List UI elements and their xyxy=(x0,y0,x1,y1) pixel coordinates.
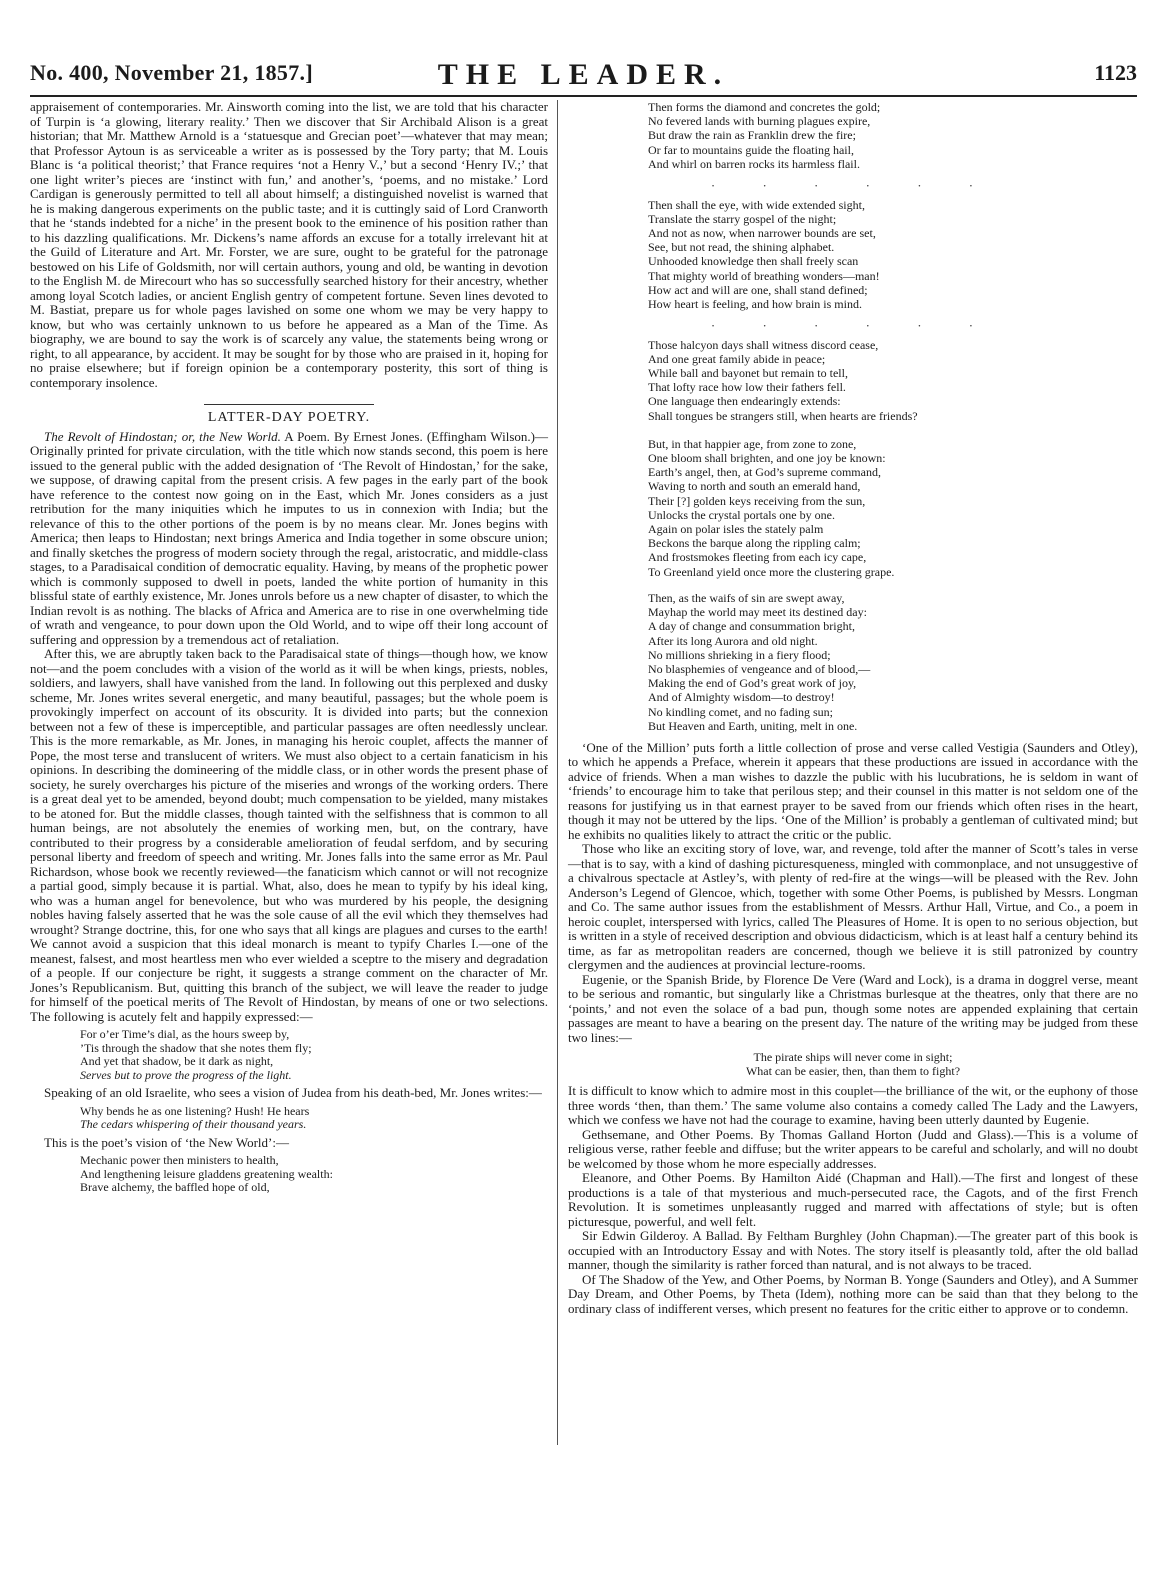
verse-line: Mechanic power then ministers to health, xyxy=(80,1153,279,1167)
verse-line: The pirate ships will never come in sight; xyxy=(753,1050,953,1065)
verse-line: See, but not read, the shining alphabet. xyxy=(648,240,835,255)
newspaper-title: THE LEADER. xyxy=(437,58,730,91)
section-heading: LATTER-DAY POETRY. xyxy=(207,410,371,425)
verse-line: Why bends he as one listening? Hush! He hears xyxy=(80,1103,310,1118)
verse-stanza xyxy=(648,591,1138,733)
stanza-break: · · · · · · xyxy=(710,318,996,334)
verse-line: Serves but to prove the progress of the light. xyxy=(80,1067,292,1082)
verse-line: Earth’s angel, then, at God’s supreme command, xyxy=(648,465,881,480)
stanza-break: · · · · · · xyxy=(710,178,996,194)
verse-line: Shall tongues be strangers still, when hearts are friends? xyxy=(648,408,918,423)
verse-line: One bloom shall brighten, and one joy be known: xyxy=(648,451,886,466)
verse-line: Again on polar isles the stately palm xyxy=(648,522,824,537)
paragraph: Sir Edwin Gilderoy. A Ballad. By Feltham Burghley (John Chapman).—The greater part of this book is occupied with an Introductory Essay and with Notes. The story itself is pleasantly told, after the old ballad manner, though the similarity is rather forced than natural, and is not always to be traced. xyxy=(568,1228,1138,1273)
left-column xyxy=(30,100,548,1199)
verse-line: One language then endearingly extends: xyxy=(648,394,841,409)
verse-stanza xyxy=(648,437,1138,579)
book-title: The Revolt of Hindostan; or, the New World. xyxy=(44,428,281,444)
verse-line: But, in that happier age, from zone to zone, xyxy=(648,436,857,451)
verse-line: What can be easier, then, than them to fight? xyxy=(745,1063,961,1078)
verse-line: Or far to mountains guide the floating hail, xyxy=(648,142,854,157)
verse-line: And whirl on barren rocks its harmless flail. xyxy=(648,156,860,171)
verse-line: A day of change and consummation bright, xyxy=(648,619,855,634)
paragraph: ‘One of the Million’ puts forth a little collection of prose and verse called Vestigia (Saunders and Otley), to which he appends a Preface, wherein it appears that these productions are issued in accordance with the advice of friends. When a man wishes to dazzle the public with his lucubrations, he is seldom in want of ‘friends’ to encourage him to take that perilous step; and their counsel in this matter is not seldom one of the reasons for justifying us in that earnest prayer to be saved from our friends which often rises in the heart, though it may not be uttered by the lips. ‘One of the Million’ is probably a gentleman of cultivated mind; but he exhibits no qualities likely to attract the critic or the public. xyxy=(568,739,1138,842)
verse-line: And frostsmokes fleeting from each icy cape, xyxy=(648,550,867,565)
paragraph: Eleanore, and Other Poems. By Hamilton Aidé (Chapman and Hall).—The first and longest of these productions is a tale of that mysterious and much-persecuted race, the Cagots, and of the first French Revolution. It is sometimes unpleasantly rugged and marred with affectations of style; but is often picturesque, powerful, and well felt. xyxy=(568,1170,1138,1229)
verse-line: Unlocks the crystal portals one by one. xyxy=(648,507,835,522)
paragraph: Those who like an exciting story of love, war, and revenge, told after the manner of Scott’s tales in verse—that is to say, with a kind of dashing picturesqueness, mingled with commonplace, and not unsuggestive of a chivalrous spectacle at Astley’s, with plenty of red-fire at the wings—will be pleased with the Rev. John Anderson’s Legend of Glencoe, which, together with some Other Poems, is published by Messrs. Longman and Co. The same author issues from the establishment of Messrs. Arthur Hall, Virtue, and Co., a poem in heroic couplet, interspersed with lyrics, called The Pleasures of Home. It is open to no serious objection, but is written in a style of received description and obvious didacticism, which is at least half a century behind its time, as far as metropolitan readers are concerned, though we believe it is still patronized by country clergymen and the audiences at provincial lecture-rooms. xyxy=(568,841,1138,973)
verse-line: No blasphemies of vengeance and of blood,— xyxy=(648,661,871,676)
verse-line: How act and will are one, shall stand defined; xyxy=(648,282,868,297)
paragraph: After this, we are abruptly taken back to the Paradisaical state of things—though how, we know not—and the poem concludes with a vision of the world as it will be when kings, priests, nobles, soldiers, and lawyers, shall have vanished from the land. In following out this perplexed and dusky scheme, Mr. Jones writes several energetic, and many beautiful, passages; but the whole poem is provokingly imperfect on account of its obscurity. It is divided into parts; but the connexion between not a few of these is imperceptible, and particular passages are often needlessly unclear. This is the more remarkable, as Mr. Jones, in managing his heroic couplet, affects the manner of Pope, the most terse and translucent of writers. We must also object to a certain fanaticism in his opinions. In describing the domineering of the middle class, or in other words the present phase of society, he surely overcharges his picture of the miseries and wrongs of the working orders. There is a great deal yet to be amended, beyond doubt; much compensation to be yielded, many mistakes to be atoned for. But the middle classes, though tainted with the selfishness that is common to all human beings, are not absolutely the enemies of working men, but, on the contrary, have contributed to their progress by a considerable amelioration of feudal serfdom, and by securing personal liberty and freedom of speech and writing. Mr. Jones falls into the same error as Mr. Paul Richardson, whose book we recently reviewed—the fanaticism which cannot or will not recognize a partial good, simply because it is partial. What, also, does he mean to typify by his ideal king, who was a human angel for benevolence, but who was murdered by his people, the designing nobles having falsely asserted that he was the sole cause of all the evil which they themselves had wrought? Strange doctrine, this, for one who says that all kings are plagues and curses to the earth! We cannot avoid a suspicion that this ideal monarch is meant to typify Charles I.—one of the meanest, falsest, and most heartless men who ever wielded a sceptre to the misery and degradation of a people. If our conjecture be right, it suggests a strange comment on the character of Mr. Jones’s Republicanism. But, quitting this branch of the subject, we will leave the reader to judge for himself of the poetical merits of The Revolt of Hindostan, by means of one or two selections. The following is acutely felt and happily expressed:— xyxy=(30,646,548,1024)
paragraph xyxy=(30,430,548,648)
verse-line: Their [?] golden keys receiving from the sun, xyxy=(648,493,866,508)
section-divider xyxy=(204,404,374,405)
verse-line: Then forms the diamond and concretes the gold; xyxy=(648,100,881,114)
verse-line: After its long Aurora and old night. xyxy=(648,633,818,648)
verse-line: While ball and bayonet but remain to tell, xyxy=(648,366,848,381)
verse-line: That mighty world of breathing wonders—man! xyxy=(648,268,880,283)
verse-quote xyxy=(80,1154,548,1195)
paragraph: Speaking of an old Israelite, who sees a vision of Judea from his death-bed, Mr. Jones writes:— xyxy=(44,1085,542,1100)
paragraph: This is the poet’s vision of ‘the New World’:— xyxy=(44,1134,289,1150)
verse-line: No millions shrieking in a fiery flood; xyxy=(648,647,831,662)
verse-line: Waving to north and south an emerald hand, xyxy=(648,479,861,494)
verse-line: Brave alchemy, the baffled hope of old, xyxy=(80,1180,270,1194)
verse-line: Mayhap the world may meet its destined day: xyxy=(648,605,867,620)
page-number: 1123 xyxy=(1094,60,1137,85)
verse-line: Unhooded knowledge then shall freely scan xyxy=(648,254,859,269)
verse-line: Then shall the eye, with wide extended sight, xyxy=(648,197,865,212)
paragraph: Eugenie, or the Spanish Bride, by Florence De Vere (Ward and Lock), is a drama in doggrel verse, meant to be serious and romantic, but singularly like a Christmas burlesque at the theatres, only that there are no ‘points,’ and not even the solace of a bad pun, though some notes are appended explaining that certain passages are meant to have a bearing on the present day. The nature of the writing may be judged from these two lines:— xyxy=(568,971,1138,1045)
verse-stanza xyxy=(648,338,1138,423)
paragraph: Of The Shadow of the Yew, and Other Poems, by Norman B. Yonge (Saunders and Otley), and A Summer Day Dream, and Other Poems, by Theta (Idem), nothing more can be said than that they belong to the ordinary class of indifferent verses, which present no features for the critic either to approve or to condemn. xyxy=(568,1271,1138,1316)
verse-line: And of Almighty wisdom—to destroy! xyxy=(648,690,835,705)
verse-quote xyxy=(80,1105,548,1132)
verse-line: And one great family abide in peace; xyxy=(648,351,826,366)
paragraph: appraisement of contemporaries. Mr. Ainsworth coming into the list, we are told that his character of Turpin is ‘a glowing, literary reality.’ Then we discover that Sir Archibald Alison is a great historian; that Mr. Matthew Arnold is a ‘statuesque and Grecian poet’—whatever that may mean; that Professor Aytoun is as serviceable a writer as is possessed by the Tory party; that M. Louis Blanc is ‘a political theorist;’ that France requires ‘not a Henry V.,’ but a second ‘Henry IV.;’ that one light writer’s pieces are ‘instinct with fun,’ and another’s, ‘poems, and no mistake.’ Lord Cardigan is generously permitted to tell all about himself; a distinguished novelist is warned that he is making dangerous experiments on the public taste; and it is cuttingly said of Lord Cranworth that he ‘stands indebted for a niche’ in the present book to the eminence of his position rather than to his dazzling qualifications. Mr. Dickens’s name affords an excuse for a totally irrelevant hit at the Guild of Literature and Art. Mr. Forster, we are sure, ought to be grateful for the patronage bestowed on his Life of Goldsmith, nor will certain authors, young and old, be wanting in devotion to the English M. de Mirecourt who has so successfully searched history for their ancestry, whether among loyal Scotch ladies, or ancient English gentry of competent fortune. Seven lines devoted to M. Bastiat, prepare us for whole pages lavished on some one whom we may be very happy to know, but who was certainly unknown to us before he appeared as a Man of the Time. As biography, we are bound to say the work is of scarcely any value, the statements being wrong or right, to all appearance, by accident. It may be sought for by those who are praised in it, hoping for no praise elsewhere; but if foreign opinion be a contemporary posterity, this sort of thing is contemporary insolence. xyxy=(30,99,548,390)
verse-line: No fevered lands with burning plagues expire, xyxy=(648,114,871,129)
masthead-rule xyxy=(30,95,1137,97)
verse-line: No kindling comet, and no fading sun; xyxy=(648,704,833,719)
verse-line: The cedars whispering of their thousand years. xyxy=(80,1117,307,1131)
paragraph-text: A Poem. By Ernest Jones. (Effingham Wilson.)—Originally printed for private circulation, with the title which now stands second, this poem is here issued to the general public with the added designation of ‘The Revolt of Hindostan,’ for the sake, we suppose, of drawing capital from the present crisis. A few pages in the early part of the book have reference to the contest now going on in the East, which Mr. Jones considers as a just retribution for the many iniquities which he imputes to us in connexion with India; but the relevance of this to the other portions of the poem is by no means clear. Mr. Jones begins with America; then leaps to Hindostan; next brings America and India together in some obscure union; and finally sketches the progress of modern society through the regal, aristocratic, and middle-class stages, to a Paradisaical condition of democratic equality. Having, by means of the prophetic power which is commonly supposed to dwell in poets, landed the white portion of humanity in this blissful state of earthly existence, Mr. Jones unrols before us a new chapter of disaster, to which the Indian revolt is as nothing. The blacks of Africa and America are to rise in one overwhelming tide of wrath and vengeance, to pour down upon the Old World, and to wipe off their long account of suffering and oppression by a tremendous act of retaliation. xyxy=(30,428,548,647)
column-divider xyxy=(557,100,558,1445)
paragraph: Gethsemane, and Other Poems. By Thomas Galland Horton (Judd and Glass).—This is a volume of religious verse, rather feeble and diffuse; but the writer appears to be careful and scholarly, and will no doubt be welcomed by those whom he more especially addresses. xyxy=(568,1126,1138,1171)
verse-line: And lengthening leisure gladdens greatening wealth: xyxy=(80,1166,333,1181)
verse-line: But draw the rain as Franklin drew the fire; xyxy=(648,128,856,143)
verse-line: And not as now, when narrower bounds are set, xyxy=(648,225,876,240)
verse-line: Beckons the barque along the rippling calm; xyxy=(648,536,861,551)
verse-line: Making the end of God’s great work of joy, xyxy=(648,676,857,691)
verse-line: For o’er Time’s dial, as the hours sweep by, xyxy=(80,1027,290,1041)
right-column xyxy=(568,100,1138,1316)
masthead xyxy=(30,58,1137,98)
verse-line: How heart is feeling, and how brain is mind. xyxy=(648,296,862,311)
verse-line: To Greenland yield once more the clustering grape. xyxy=(648,564,895,579)
verse-line: That lofty race how low their fathers fell. xyxy=(648,380,846,395)
verse-line: But Heaven and Earth, uniting, melt in one. xyxy=(648,718,858,733)
verse-line: And yet that shadow, be it dark as night, xyxy=(80,1054,274,1068)
verse-quote xyxy=(80,1028,548,1082)
verse-quote xyxy=(568,1051,1138,1078)
verse-line: Then, as the waifs of sin are swept away, xyxy=(648,590,845,605)
verse-stanza xyxy=(648,198,1138,312)
verse-line: Translate the starry gospel of the night; xyxy=(648,211,837,226)
verse-stanza xyxy=(648,100,1138,171)
issue-date: No. 400, November 21, 1857.] xyxy=(30,60,313,85)
verse-line: ’Tis through the shadow that she notes them fly; xyxy=(80,1040,312,1055)
verse-line: Those halcyon days shall witness discord cease, xyxy=(648,337,879,352)
paragraph: It is difficult to know which to admire most in this couplet—the brilliance of the wit, or the euphony of those three words ‘then, than them.’ The same volume also contains a comedy called The Lady and the Lawyers, which we confess we have not had the courage to examine, having been utterly daunted by Eugenie. xyxy=(568,1083,1138,1128)
